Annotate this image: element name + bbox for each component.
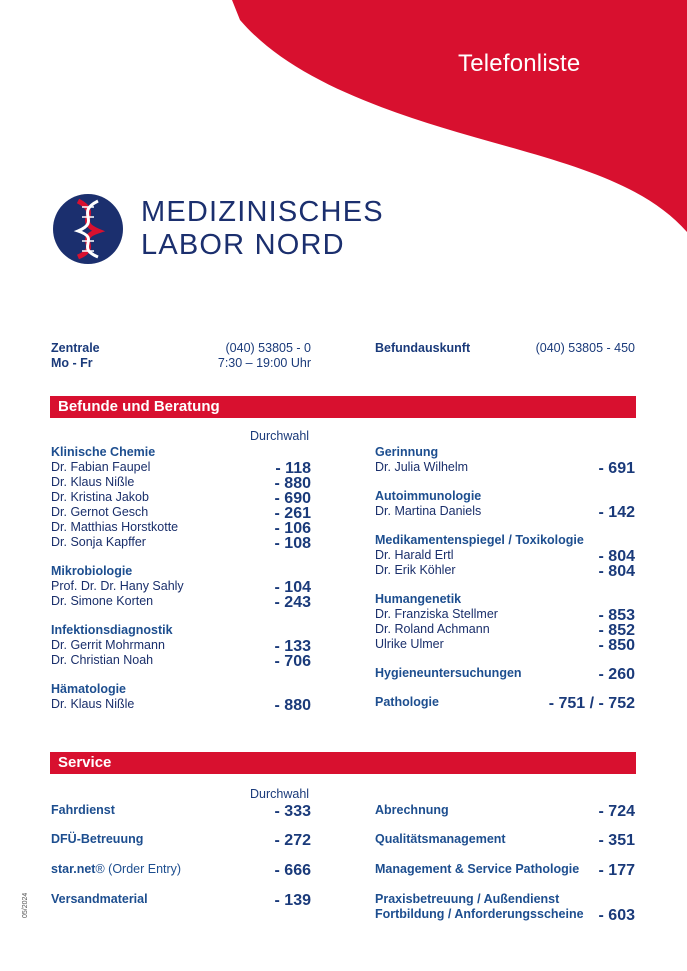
service-name: Management & Service Pathologie [375, 862, 580, 876]
extension: - 751 / - 752 [548, 695, 635, 712]
contact-name: Dr. Simone Korten [51, 594, 154, 608]
befundauskunft-label: Befundauskunft [375, 341, 471, 355]
extension: - 261 [274, 505, 311, 522]
print-date: 05/2024 [22, 892, 29, 918]
zentrale-label: Zentrale [51, 341, 100, 355]
extension: - 351 [598, 832, 635, 849]
group-heading: Medikamentenspiegel / Toxikologie [375, 533, 584, 547]
extension: - 724 [598, 803, 635, 820]
extension: - 177 [598, 862, 635, 879]
extension: - 139 [274, 892, 311, 909]
contact-name: Dr. Gernot Gesch [51, 505, 149, 519]
brand-line-2: LABOR NORD [141, 229, 345, 261]
group-heading: Pathologie [375, 695, 439, 709]
extension: - 850 [598, 637, 635, 654]
extension: - 666 [274, 862, 311, 879]
service-name: Qualitätsmanagement [375, 832, 506, 846]
contact-name: Dr. Fabian Faupel [51, 460, 151, 474]
contact-name: Dr. Harald Ertl [375, 548, 454, 562]
service-item [51, 892, 148, 907]
extension: - 104 [274, 579, 311, 596]
extension: - 706 [274, 653, 311, 670]
group-heading: Autoimmunologie [375, 489, 482, 503]
group-heading: Hämatologie [51, 682, 127, 696]
extension: - 880 [274, 697, 311, 714]
extension: - 603 [598, 907, 635, 924]
contact-name: Dr. Christian Noah [51, 653, 154, 667]
contact-name: Ulrike Ulmer [375, 637, 444, 651]
service-item [51, 803, 115, 818]
brand-line-1: MEDIZINISCHES [141, 196, 384, 228]
contact-name: Dr. Klaus Nißle [51, 475, 135, 489]
service-item [51, 862, 181, 877]
extension: - 106 [274, 520, 311, 537]
hours-value: 7:30 – 19:00 Uhr [217, 356, 311, 370]
contact-name: Dr. Martina Daniels [375, 504, 482, 518]
contact-name: Dr. Kristina Jakob [51, 490, 149, 504]
contact-name: Dr. Franziska Stellmer [375, 607, 498, 621]
extension: - 880 [274, 475, 311, 492]
service-name: Abrechnung [375, 803, 449, 817]
service-name: Fahrdienst [51, 803, 115, 817]
group-heading: Gerinnung [375, 445, 439, 459]
extension: - 272 [274, 832, 311, 849]
extension: - 690 [274, 490, 311, 507]
dna-logo-icon [52, 193, 124, 265]
zentrale-value: (040) 53805 - 0 [225, 341, 311, 355]
extension: - 691 [598, 460, 635, 477]
service-suffix: ® (Order Entry) [95, 862, 182, 876]
section-title-befunde: Befunde und Beratung [58, 398, 220, 415]
extension: - 133 [274, 638, 311, 655]
service-name: Versandmaterial [51, 892, 148, 906]
section-title-service: Service [58, 754, 112, 771]
service-name: star.net [51, 862, 96, 876]
service-name: Fortbildung / Anforderungsscheine [375, 907, 584, 921]
group-heading: Infektionsdiagnostik [51, 623, 173, 637]
extension: - 852 [598, 622, 635, 639]
service-item [51, 832, 143, 847]
service-name: Praxisbetreuung / Außendienst [375, 892, 560, 906]
contact-name: Dr. Sonja Kapffer [51, 535, 146, 549]
extension: - 243 [274, 594, 311, 611]
group-heading: Hygieneuntersuchungen [375, 666, 522, 680]
extension: - 142 [598, 504, 635, 521]
contact-name: Dr. Gerrit Mohrmann [51, 638, 165, 652]
extension: - 804 [598, 563, 635, 580]
extension: - 853 [598, 607, 635, 624]
durchwahl-label: Durchwahl [250, 429, 310, 443]
extension: - 333 [274, 803, 311, 820]
service-name: DFÜ-Betreuung [51, 832, 144, 846]
group-heading: Humangenetik [375, 592, 462, 606]
befundauskunft-value: (040) 53805 - 450 [535, 341, 635, 355]
contact-name: Dr. Julia Wilhelm [375, 460, 469, 474]
section-bar-befunde [50, 396, 636, 418]
extension: - 118 [275, 460, 311, 477]
group-heading: Klinische Chemie [51, 445, 156, 459]
brand-name [141, 196, 384, 262]
extension: - 804 [598, 548, 635, 565]
contact-name: Dr. Klaus Nißle [51, 697, 135, 711]
group-heading: Mikrobiologie [51, 564, 133, 578]
durchwahl-label-service: Durchwahl [250, 787, 310, 801]
section-bar-service [50, 752, 636, 774]
page-title: Telefonliste [458, 50, 581, 77]
extension: - 260 [598, 666, 635, 683]
contact-name: Prof. Dr. Dr. Hany Sahly [51, 579, 184, 593]
hours-label: Mo - Fr [51, 356, 93, 370]
contact-name: Dr. Matthias Horstkotte [51, 520, 179, 534]
contact-name: Dr. Roland Achmann [375, 622, 490, 636]
contact-name: Dr. Erik Köhler [375, 563, 456, 577]
extension: - 108 [274, 535, 311, 552]
